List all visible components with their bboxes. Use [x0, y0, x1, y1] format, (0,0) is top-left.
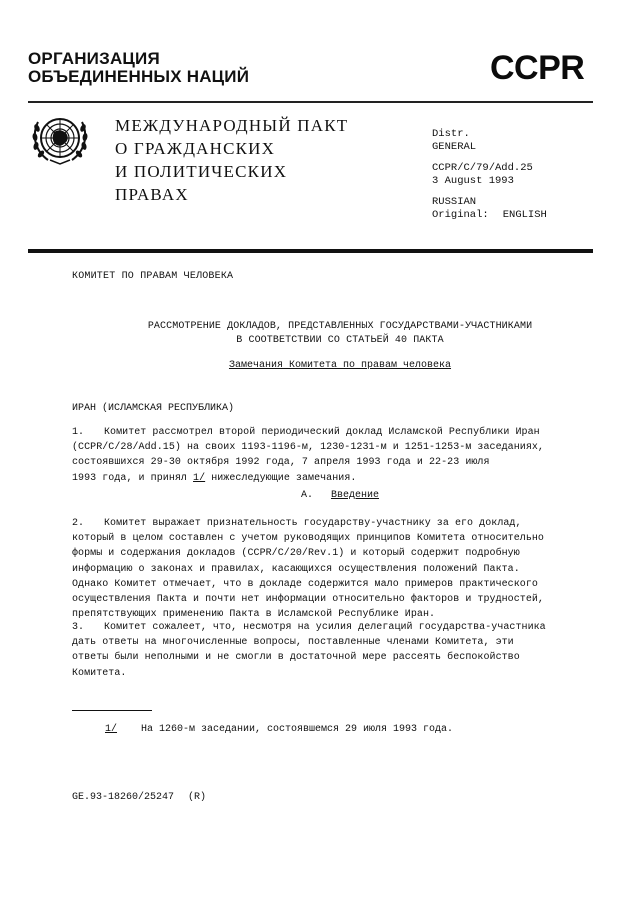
paragraph-line: нижеследующие замечания.: [211, 472, 357, 484]
original-language: [432, 209, 547, 222]
paragraph-line: формы и содержания докладов (CCPR/C/20/Rev.1) и который содержит подробную: [72, 548, 520, 560]
paragraph-line: Комитет выражает признательность государству-участнику за его доклад,: [104, 518, 522, 529]
section-letter: A.: [300, 490, 313, 501]
paragraph-line: состоявшихся 29-30 октября 1992 года, 7 апреля 1993 года и 22-23 июля: [72, 457, 490, 469]
paragraph-line: Комитет сожалеет, что, несмотря на усилия делегаций государства-участника: [104, 622, 546, 633]
document-metadata: [432, 128, 547, 222]
original-value: ENGLISH: [502, 209, 547, 221]
paragraph-line: осуществления Пакта и почти нет информации относительно факторов и трудностей,: [72, 594, 544, 606]
header-bottom-rule: [28, 249, 593, 253]
original-label: Original:: [432, 209, 489, 221]
covenant-title-line: И ПОЛИТИЧЕСКИХ: [115, 162, 288, 181]
footnote-marker: 1/: [105, 724, 118, 735]
paragraph-line: препятствующих применению Пакта в Исламской Республике Иран.: [72, 609, 436, 621]
ccpr-logo: CCPR: [490, 49, 585, 87]
distribution-label: Distr.: [432, 128, 470, 140]
country-title: ИРАН (ИСЛАМСКАЯ РЕСПУБЛИКА): [72, 403, 235, 414]
paragraph-1: [72, 425, 617, 486]
document-code: [72, 792, 206, 803]
paragraph-line: ответы были неполными и не смогли в достаточной мере рассеять беспокойство: [72, 652, 520, 664]
un-emblem-icon: [30, 112, 90, 166]
document-language-code: (R): [188, 792, 207, 803]
document-job-number: GE.93-18260/25247: [72, 792, 175, 803]
covenant-title: [115, 114, 348, 206]
paragraph-2: [72, 516, 617, 622]
paragraph-number: 2.: [72, 518, 85, 529]
footnote-text: На 1260-м заседании, состоявшемся 29 июля 1993 года.: [141, 724, 454, 735]
document-symbol: CCPR/C/79/Add.25: [432, 162, 533, 174]
paragraph-3: [72, 620, 617, 681]
section-title: Введение: [330, 490, 379, 501]
header-top-rule: [28, 101, 593, 103]
paragraph-number: 3.: [72, 622, 85, 633]
organization-name-line2: ОБЪЕДИНЕННЫХ НАЦИЙ: [28, 67, 250, 86]
paragraph-line: Комитета.: [72, 667, 127, 679]
paragraph-line: который в целом составлен с учетом руководящих принципов Комитета относительно: [72, 533, 544, 545]
covenant-title-line: ПРАВАХ: [115, 185, 189, 204]
document-date: 3 August 1993: [432, 175, 514, 187]
footnote: [105, 724, 453, 735]
paragraph-line: дать ответы на многочисленные вопросы, поставленные членами Комитета, эти: [72, 637, 514, 649]
paragraph-line: информацию о законах и правилах, касающихся осуществления положений Пакта.: [72, 563, 520, 575]
paragraph-number: 1.: [72, 427, 85, 438]
footnote-separator: [72, 710, 152, 711]
paragraph-line: Комитет рассмотрел второй периодический доклад Исламской Республики Иран: [104, 427, 540, 438]
distribution-value: GENERAL: [432, 141, 477, 153]
footnote-reference-link[interactable]: 1/: [193, 472, 206, 484]
paragraph-line: Однако Комитет отмечает, что в докладе содержится мало примеров практического: [72, 578, 538, 590]
section-heading: [72, 490, 608, 501]
organization-name: [28, 50, 249, 86]
document-language: RUSSIAN: [432, 196, 477, 208]
organization-name-line1: ОРГАНИЗАЦИЯ: [28, 49, 160, 68]
observations-title: Замечания Комитета по правам человека: [228, 360, 452, 371]
consideration-title-line: РАССМОТРЕНИЕ ДОКЛАДОВ, ПРЕДСТАВЛЕННЫХ ГОСУДАРСТВАМИ-УЧАСТНИКАМИ: [147, 321, 533, 332]
consideration-title-line: В СООТВЕТСТВИИ СО СТАТЬЕЙ 40 ПАКТА: [236, 335, 444, 346]
covenant-title-line: МЕЖДУНАРОДНЫЙ ПАКТ: [115, 116, 349, 135]
covenant-title-line: О ГРАЖДАНСКИХ: [115, 139, 276, 158]
committee-label: КОМИТЕТ ПО ПРАВАМ ЧЕЛОВЕКА: [72, 271, 234, 282]
paragraph-line: (CCPR/C/28/Add.15) на своих 1193-1196-м, 1230-1231-м и 1251-1253-м заседаниях,: [72, 442, 544, 454]
consideration-title: [72, 320, 608, 348]
paragraph-line: 1993 года, и принял: [72, 472, 187, 484]
